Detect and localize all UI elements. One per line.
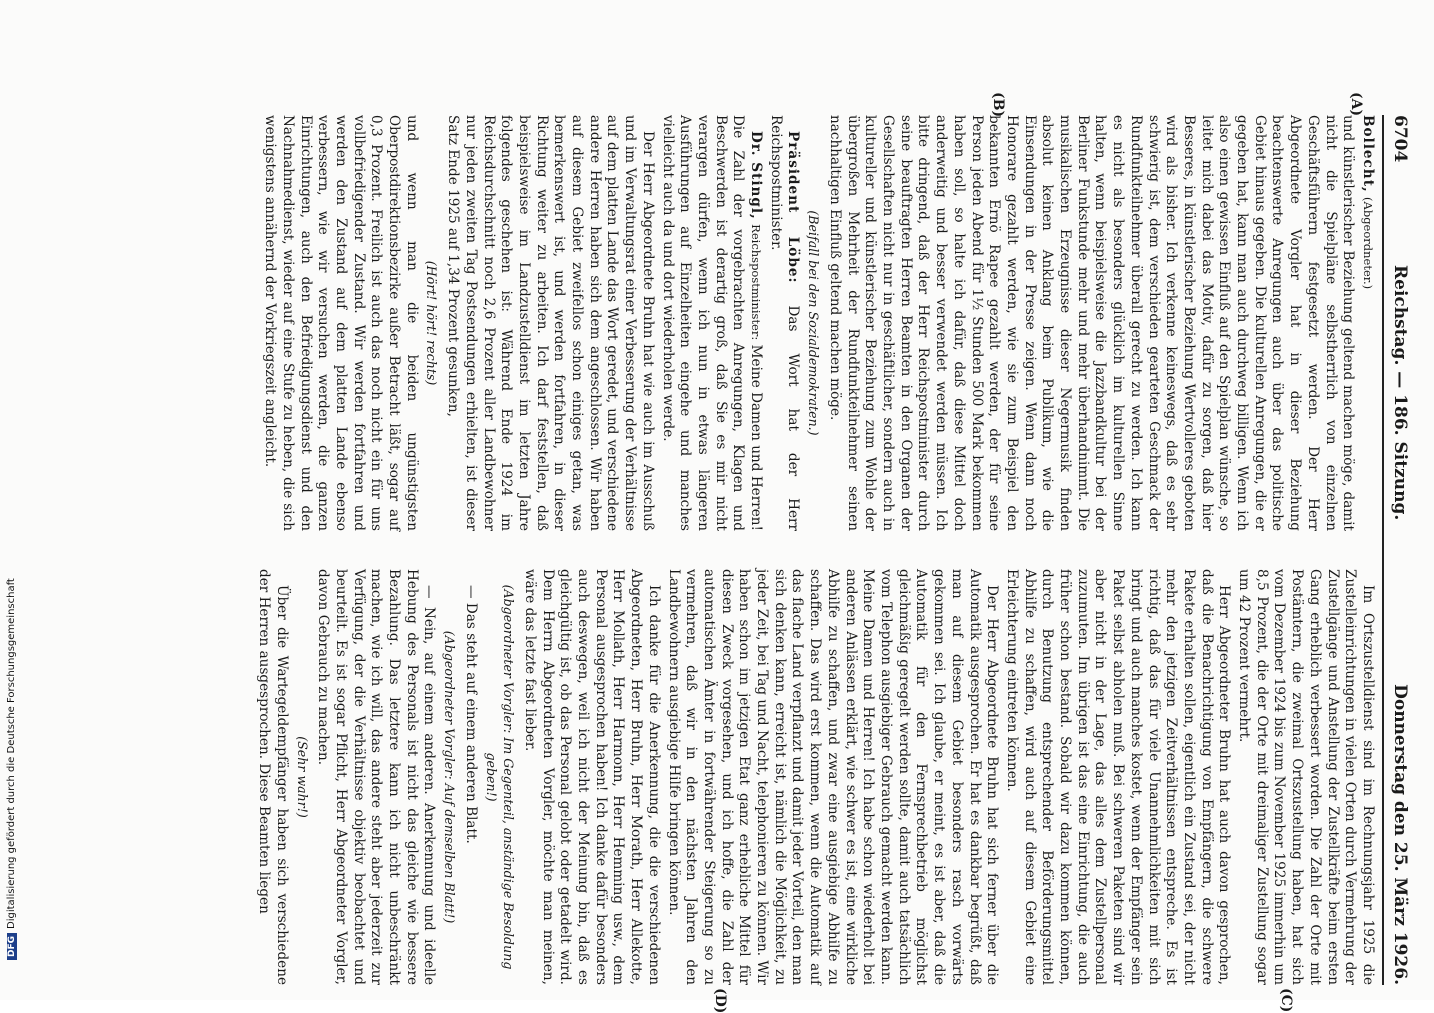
paragraph: Im Ortszustelldienst sind im Rechnungsjahr 1925 die Zustelleinrichtungen in vielen Orten durch Vermehrung der Zustellgänge und Anstellung der Zustellkräfte beim ersten Gang erheblich verbessert worden. Die Zahl der Orte mit Postämtern, die zweimal Ortszustellung haben, hat sich vom Dezember 1924 bis zum November 1925 immerhin um 8,5 Prozent, die der Orte mit dreimaliger Zustellung sogar um 42 Prozent vermehrt. [1236,569,1376,985]
header-rule [1382,115,1384,985]
president-name: Präsident Löbe: [785,131,802,284]
interjection: (Sehr wahr!) [294,736,310,818]
margin-marker-c: (C) [1278,988,1294,1013]
margin-marker-b: (B) [990,92,1006,118]
paragraph: Herr Abgeordneter Bruhn hat auch davon gesprochen, daß die Benachrichtigung von Empfängern, die schwere Pakete erhalten sollen, eigentlich ein Zustand sei, der nicht mehr den jetzigen Zeitverhältnissen entspreche. Es ist richtig, daß das für viele Unannehmlichkeiten mit sich bringt und auch manches kostet, wenn der Empfänger sein Paket selbst abholen muß. Bei schweren Paketen sind wir aber nicht in der Lage, das alles dem Zustellpersonal zuzumuten. Im übrigen ist das eine Einrichtung, die auch früher schon bestand. Sobald wir dazu kommen können, durch Benutzung entsprechender Beförderungsmittel Abhilfe zu schaffen, wird auch auf diesem Gebiet eine Erleichterung eintreten können. [1003,569,1233,985]
interjection: (Hört! hört! rechts) [424,260,440,386]
page-date: Donnerstag den 25. März 1926. [1390,684,1410,985]
paragraph [766,115,801,531]
right-column [252,569,1376,985]
paragraph: und künstlerischer Beziehung geltend machen möge, damit nicht die Spielpläne selbstherrlich von einzelnen Geschäftsführern festgesetzt werden. Der Herr Abgeordnete Vorgler hat in dieser Beziehung beachtenswerte Anregungen auch über das politische Gebiet hinaus gegeben. Die kulturellen Anregungen, die er gegeben hat, kann man auch durchweg billigen. Wenn ich also einen gewissen Einfluß auf den Spielplan wünsche, so leitet mich dabei das Motiv, dafür zu sorgen, daß hier Besseres, in künstlerischer Beziehung Wertvolleres geboten wird als bisher. Ich verkenne keineswegs, daß es sehr schwierig ist, dem verschieden gearteten Geschmack der Rundfunkteilnehmer überall gerecht zu werden. Ich kann es nicht als besonders glücklich im kulturellen Sinne halten, wenn beispielsweise die Jazzbandkultur bei der Berliner Funkstunde mehr und mehr überhandnimmt. Die musikalischen Erzeugnisse dieser Negermusik finden absolut keinen Anklang beim Publikum, wie die Einsendungen in der Presse zeigen. Wenn dann noch Honorare gezahlt werden, wie sie zum Beispiel den bekannten Ernö Rapee gezahlt werden, der für seine Person jeden Abend für 1½ Stunden 500 Mark bekommen haben soll, so halte ich dafür, daß diese Mittel doch anderweitig und besser verwendet werden müssen. Ich bitte dringend, daß der Herr Reichspostminister durch seine beauftragten Herren Beamten in den Organen der Gesellschaften nicht nur in geschäftlicher, sondern auch in kultureller und künstlerischer Beziehung zum Wohle der übergroßen Mehrheit der Rundfunkteilnehmer seinen nachhaltigen Einfluß geltend machen möge. [826,115,1357,531]
interjection: (Abgeordneter Vorgler: Im Gegenteil, anständige Besoldung geben!) [483,584,517,970]
paragraph: Ich danke für die Anerkennung, die die verschiedenen Abgeordneten, Herr Bruhn, Herr Morath, Herr Allekotte, Herr Mollath, Herr Harmonn, Herr Hemming usw., dem Personal ausgesprochen haben! Ich danke dafür besonders auch deswegen, weil ich nicht der Meinung bin, daß es gleichgültig ist, ob das Personal gelobt oder getadelt wird. Dem Herrn Abgeordneten Vorgler, möchte man meinen, wäre das letzte fast lieber. [521,569,662,985]
paragraph: und wenn man die beiden ungünstigsten Oberpostdirektionsbezirke außer Betracht läßt, sogar auf 0,3 Prozent. Freilich ist auch das noch nicht ein für uns vollbefriedigender Zustand. Wir werden fortfahren und werden den Zustand auf dem platten Lande ebenso verbessern, wie wir versuchen werden, die ganzen Einrichtungen, auch den Befriedigungsdienst und den Nachnahmedienst, wieder auf eine Stufe zu heben, die sich wenigstens annähernd der Vorkriegszeit angleicht. [262,115,420,531]
paragraph: Über die Wartegeldempfänger haben sich verschiedene der Herren ausgesprochen. Diese Beamten liegen [256,569,290,985]
paragraph: — Das steht auf einem anderen Blatt. [462,585,479,844]
paragraph [658,115,764,531]
page-title: Reichstag. — 186. Sitzung. [1390,265,1410,521]
speaker-name: Dr. Stingl, [748,131,765,220]
interjection: (Abgeordneter Vorgler: Auf demselben Blatt!) [442,630,458,924]
speaker-name: Bollecht, [1360,115,1376,193]
dfg-logo: DFG [7,933,17,960]
left-column [258,115,1376,531]
paragraph: Der Herr Abgeordnete Bruhn hat sich ferner über die Automatik ausgesprochen. Er hat es dankbar begrüßt, daß man auf diesem Gebiet besonders rasch vorwärts gekommen sei. Ich glaube, er meint, es ist aber, daß die Automatik für den Fernsprechbetrieb möglichst gleichmäßig geregelt werden sollte, damit auch tatsächlich vom Telephon ausgiebiger Gebrauch gemacht werden kann. Meine Damen und Herren! Ich habe schon wiederholt bei anderen Anlässen erklärt, wie schwer es ist, eine wirkliche Abhilfe zu schaffen, und zwar eine ausgiebige Abhilfe zu schaffen. Das wird erst kommen, wenn die Automatik auf das flache Land verpflanzt und damit jeder Vorteil, den man sich denken kann, erreicht ist, nämlich die Möglichkeit, zu jeder Zeit, bei Tag und Nacht, telephonieren zu können. Wir haben schon im jetzigen Etat ganz erhebliche Mittel für diesen Zweck vorgesehen, und ich hoffe, die Zahl der automatischen Ämter in fortwährender Steigerung so zu vermehren, daß wir in den nächsten Jahren den Landbewohnern ausgiebige Hilfe bringen können. [665,569,1001,985]
margin-marker-a: (A) [1348,92,1364,117]
president-text: Das Wort hat der Herr Reichspostminister. [767,115,802,532]
paragraph: Der Herr Abgeordnete Bruhn hat wie auch im Ausschuß und im Verwaltungsrat einer Verbesserung der Verhältnisse auf dem platten Lande das Wort geredet, und verschiedene andere Herren haben sich dem angeschlossen. Wir haben auf diesem Gebiet zweifellos schon einiges getan, was bemerkenswert ist, und werden fortfahren, in dieser Richtung weiter zu arbeiten. Ich darf feststellen, daß beispielsweise im Landzustelldienst im letzten Jahre folgendes geschehen ist: Während Ende 1924 im Reichsdurchschnitt noch 2,6 Prozent aller Landbewohner nur jeden zweiten Tag Postsendungen erhielten, ist dieser Satz Ende 1925 auf 1,34 Prozent gesunken, [445,115,656,531]
margin-marker-d: (D) [712,988,728,1013]
speech-text: Meine Damen und Herren! Die Zahl der vorgebrachten Anregungen, Klagen und Beschwerden ist derartig groß, daß Sie es mir nicht verargen dürfen, wenn ich nun in etwas längeren Ausführungen auf Einzelheiten eingehe und manches vielleicht auch da und dort wiederholen werde. [659,115,765,531]
paragraph: — Nein, auf einem anderen. Anerkennung und ideelle Hebung des Personals ist nicht das gleiche wie bessere Bezahlung. Das letztere kann ich nicht unbeschränkt machen, wie ich will, das andere steht aber jederzeit zur Verfügung, der die Verhältnisse objektiv beobachtet und beurteilt. Es ist sogar Pflicht, Herr Abgeordneter Vorgler, davon Gebrauch zu machen. [315,569,438,985]
interjection: (Beifall bei den Sozialdemokraten.) [806,210,822,436]
speaker-role: Reichspostminister: [749,224,764,341]
speaker-role: (Abgeordneter.) [1361,197,1375,290]
digitization-credit [6,578,17,960]
page-number: 6704 [1390,115,1410,163]
credit-text: Digitalisierung gefördert durch die Deutsche Forschungsgemeinschaft [6,578,17,929]
paragraph [1358,115,1376,531]
page-header [1386,115,1410,985]
